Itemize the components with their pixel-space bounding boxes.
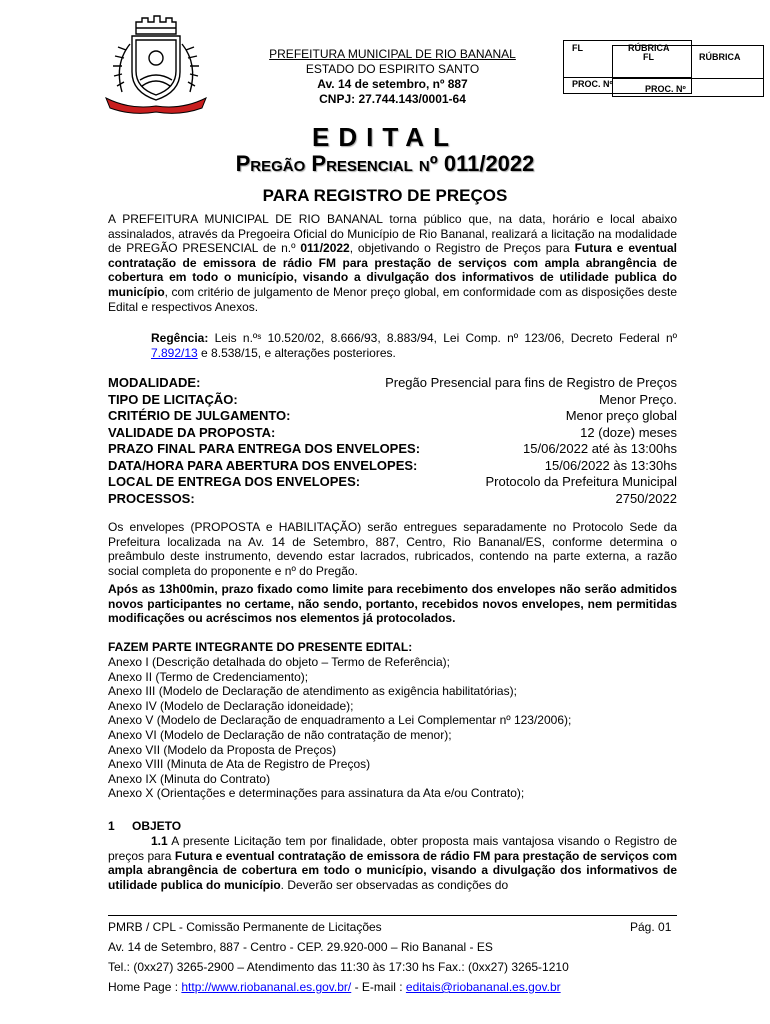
regencia-paragraph: Regência: Leis n.ºˢ 10.520/02, 8.666/93, 8.883/94, Lei Comp. nº 123/06, Decreto Federal nº 7.892/13 e 8.538/15, e alterações posteriores.: [151, 331, 677, 360]
stamp-fl-label-2: FL: [643, 52, 654, 62]
header-cnpj: CNPJ: 27.744.143/0001-64: [319, 92, 466, 106]
info-value: Menor preço global: [565, 408, 677, 423]
homepage-link[interactable]: http://www.riobananal.es.gov.br/: [181, 980, 352, 994]
info-row: [108, 474, 677, 490]
annex-item: Anexo X (Orientações e determinações para assinatura da Ata e/ou Contrato);: [108, 786, 525, 801]
annex-item: Anexo VIII (Minuta de Ata de Registro de Preços): [108, 757, 371, 772]
info-row: [108, 408, 677, 424]
deadline-paragraph: Após as 13h00min, prazo fixado como limite para recebimento dos envelopes não serão admitidos novos participantes no certame, não sendo, portanto, recebidos novos envelopes, nem permitidas modificações ou acréscimos nos elementos já protocolados.: [108, 582, 677, 626]
header-state: ESTADO DO ESPIRITO SANTO: [305, 62, 480, 76]
info-label: VALIDADE DA PROPOSTA:: [108, 424, 276, 440]
stamp-proc-label: PROC. Nº: [572, 79, 613, 89]
info-row: [108, 392, 677, 408]
registro-subtitle: PARA REGISTRO DE PREÇOS: [262, 186, 508, 205]
info-label: CRITÉRIO DE JULGAMENTO:: [108, 408, 291, 423]
footer-rule: [108, 915, 677, 916]
info-row: [108, 375, 677, 391]
annex-item: Anexo VII (Modelo da Proposta de Preços): [108, 742, 337, 757]
annex-item: Anexo III (Modelo de Declaração de atendimento as exigência habilitatórias);: [108, 684, 517, 699]
decree-link[interactable]: 7.892/13: [151, 345, 198, 360]
info-row: [108, 458, 677, 474]
footer-page-number: Pág. 01: [630, 920, 672, 934]
annexes-heading: FAZEM PARTE INTEGRANTE DO PRESENTE EDITAL:: [108, 640, 413, 654]
info-value: 15/06/2022 às 13:30hs: [544, 457, 677, 473]
footer-phones: Tel.: (0xx27) 3265-2900 – Atendimento das 11:30 às 17:30 hs Fax.: (0xx27) 3265-1210: [108, 960, 569, 974]
info-value: Protocolo da Prefeitura Municipal: [485, 474, 677, 489]
header-address: Av. 14 de setembro, nº 887: [317, 77, 468, 91]
stamp-rubrica-label: RÚBRICA: [628, 43, 670, 53]
info-label: TIPO DE LICITAÇÃO:: [108, 391, 238, 407]
footer-address: Av. 14 de Setembro, 887 - Centro - CEP. 29.920-000 – Rio Bananal - ES: [108, 940, 493, 954]
stamp-rubrica-label-2: RÚBRICA: [699, 52, 741, 62]
stamp-box-2: [612, 45, 764, 97]
pregao-title: Pregão Presencial nº 011/2022: [235, 151, 535, 176]
info-label: PRAZO FINAL PARA ENTREGA DOS ENVELOPES:: [108, 441, 421, 456]
info-row: [108, 425, 677, 441]
footer-commission: PMRB / CPL - Comissão Permanente de Licitações: [108, 920, 382, 934]
info-value: 2750/2022: [615, 490, 677, 506]
header-municipality: PREFEITURA MUNICIPAL DE RIO BANANAL: [269, 47, 516, 61]
footer-contact: Home Page : http://www.riobananal.es.gov.br/ - E-mail : editais@riobananal.es.gov.br: [108, 980, 561, 994]
info-value: Menor Preço.: [598, 391, 677, 407]
info-row: [108, 441, 677, 457]
info-label: DATA/HORA PARA ABERTURA DOS ENVELOPES:: [108, 457, 418, 473]
info-value: 15/06/2022 até às 13:00hs: [523, 441, 677, 456]
annex-item: Anexo I (Descrição detalhada do objeto – Termo de Referência);: [108, 655, 450, 669]
info-label: LOCAL DE ENTREGA DOS ENVELOPES:: [108, 474, 361, 489]
edital-title: EDITAL: [312, 122, 458, 152]
info-row: [108, 491, 677, 507]
stamp-fl-label: FL: [572, 43, 583, 53]
annex-item: Anexo IX (Minuta do Contrato): [108, 771, 271, 786]
info-value: 12 (doze) meses: [580, 424, 677, 440]
objeto-paragraph: 1.1 A presente Licitação tem por finalidade, obter proposta mais vantajosa visando o Registro de preços para Futura e eventual contratação de emissora de rádio FM para prestação de serviços com ampla abrangência de cobertura em todo o município, visando a divulgação dos informativos de utilidade publica do município. Deverão ser observadas as condições do: [108, 834, 677, 892]
coat-of-arms-logo: [100, 14, 212, 114]
envelopes-paragraph: Os envelopes (PROPOSTA e HABILITAÇÃO) serão entregues separadamente no Protocolo Sede da Prefeitura localizada na Av. 14 de Setembro, 887, Centro, Rio Bananal/ES, conforme determina o preâmbulo deste instrumento, devendo estar lacrados, rubricados, contendo na parte externa, a razão social completa do proponente e nº do Pregão.: [108, 520, 677, 578]
stamp-proc-label-2: PROC. Nº: [645, 84, 686, 94]
intro-paragraph: A PREFEITURA MUNICIPAL DE RIO BANANAL torna público que, na data, horário e local abaixo assinalados, através da Pregoeira Oficial do Município de Rio Bananal, realizará a licitação na modalidade de PREGÃO PRESENCIAL de n.º 011/2022, objetivando o Registro de Preços para Futura e eventual contratação de emissora de rádio FM para prestação de serviços com ampla abrangência de cobertura em todo o município, visando a divulgação dos informativos de utilidade publica do município, com critério de julgamento de Menor preço global, em conformidade com as disposições deste Edital e respectivos Anexos.: [108, 212, 677, 314]
annex-item: Anexo II (Termo de Credenciamento);: [108, 669, 309, 684]
info-value: Pregão Presencial para fins de Registro de Preços: [385, 375, 677, 390]
annex-item: Anexo VI (Modelo de Declaração de não contratação de menor);: [108, 728, 452, 742]
objeto-heading: OBJETO: [132, 819, 182, 833]
info-label: MODALIDADE:: [108, 375, 201, 390]
email-link[interactable]: editais@riobananal.es.gov.br: [405, 980, 561, 994]
annex-item: Anexo V (Modelo de Declaração de enquadramento a Lei Complementar nº 123/2006);: [108, 713, 572, 728]
annex-item: Anexo IV (Modelo de Declaração idoneidade);: [108, 698, 354, 713]
info-label: PROCESSOS:: [108, 490, 195, 506]
objeto-number: 1: [108, 819, 115, 833]
